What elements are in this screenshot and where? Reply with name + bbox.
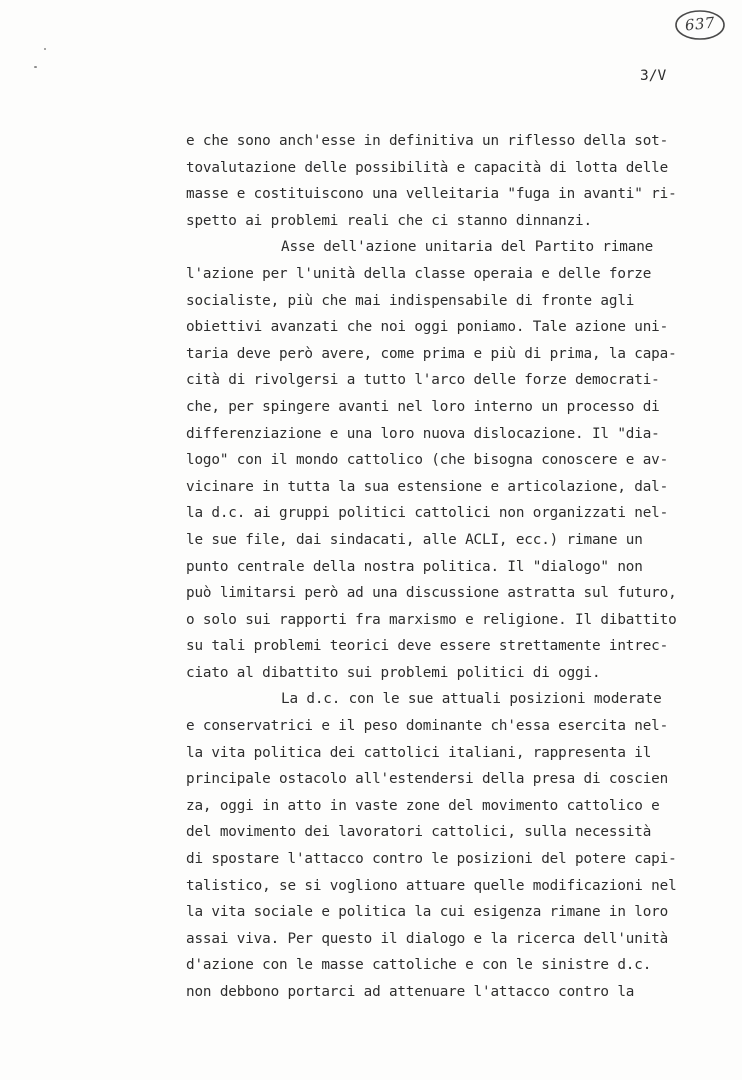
page-number: 3/V <box>640 68 667 84</box>
text-line: può limitarsi però ad una discussione astratta sul futuro, <box>186 585 677 602</box>
text-line: cità di rivolgersi a tutto l'arco delle forze democrati- <box>186 372 660 389</box>
text-line: tovalutazione delle possibilità e capacità di lotta delle <box>186 159 669 176</box>
text-line: za, oggi in atto in vaste zone del movimento cattolico e <box>186 797 660 814</box>
text-line: differenziazione e una loro nuova dislocazione. Il "dia- <box>186 425 660 442</box>
text-line: principale ostacolo all'estendersi della presa di coscien <box>186 771 669 788</box>
typed-text-body <box>186 128 706 1006</box>
text-line: taria deve però avere, come prima e più di prima, la capa- <box>186 345 677 362</box>
paragraph-start-line: Asse dell'azione unitaria del Partito rimane <box>281 239 654 256</box>
text-line: obiettivi avanzati che noi oggi poniamo. Tale azione uni- <box>186 319 669 336</box>
text-line: e conservatrici e il peso dominante ch'essa esercita nel- <box>186 718 669 735</box>
paper-speck <box>34 66 37 68</box>
text-line: e che sono anch'esse in definitiva un riflesso della sot- <box>186 133 669 149</box>
text-line: spetto ai problemi reali che ci stanno dinnanzi. <box>186 212 592 229</box>
text-line: la vita politica dei cattolici italiani, rappresenta il <box>186 744 652 761</box>
text-line: talistico, se si vogliono attuare quelle modificazioni nel <box>186 877 677 894</box>
text-line: logo" con il mondo cattolico (che bisogna conoscere e av- <box>186 452 669 469</box>
text-line: punto centrale della nostra politica. Il "dialogo" non <box>186 558 643 575</box>
text-line: la vita sociale e politica la cui esigenza rimane in loro <box>186 904 669 921</box>
text-line: l'azione per l'unità della classe operaia e delle forze <box>186 265 652 282</box>
text-line: d'azione con le masse cattoliche e con le sinistre d.c. <box>186 957 652 974</box>
text-line: o solo sui rapporti fra marxismo e religione. Il dibattito <box>186 611 677 628</box>
text-line: le sue file, dai sindacati, alle ACLI, ecc.) rimane un <box>186 531 643 548</box>
paper-speck <box>44 48 46 50</box>
text-line: la d.c. ai gruppi politici cattolici non organizzati nel- <box>186 505 669 522</box>
text-line: masse e costituiscono una velleitaria "fuga in avanti" ri- <box>186 186 677 203</box>
paragraph-start-line: La d.c. con le sue attuali posizioni moderate <box>281 691 662 708</box>
text-line: socialiste, più che mai indispensabile di fronte agli <box>186 292 635 309</box>
text-line: su tali problemi teorici deve essere strettamente intrec- <box>186 638 669 655</box>
text-line: vicinare in tutta la sua estensione e articolazione, dal- <box>186 478 669 495</box>
text-line: di spostare l'attacco contro le posizioni del potere capi- <box>186 851 677 868</box>
text-line: che, per spingere avanti nel loro interno un processo di <box>186 398 660 415</box>
text-line: non debbono portarci ad attenuare l'attacco contro la <box>186 984 635 1000</box>
text-line: assai viva. Per questo il dialogo e la ricerca dell'unità <box>186 930 669 947</box>
archive-number-stamp <box>674 9 726 41</box>
archive-number: 637 <box>684 13 716 35</box>
text-line: ciato al dibattito sui problemi politici di oggi. <box>186 664 601 681</box>
text-line: del movimento dei lavoratori cattolici, sulla necessità <box>186 824 652 841</box>
